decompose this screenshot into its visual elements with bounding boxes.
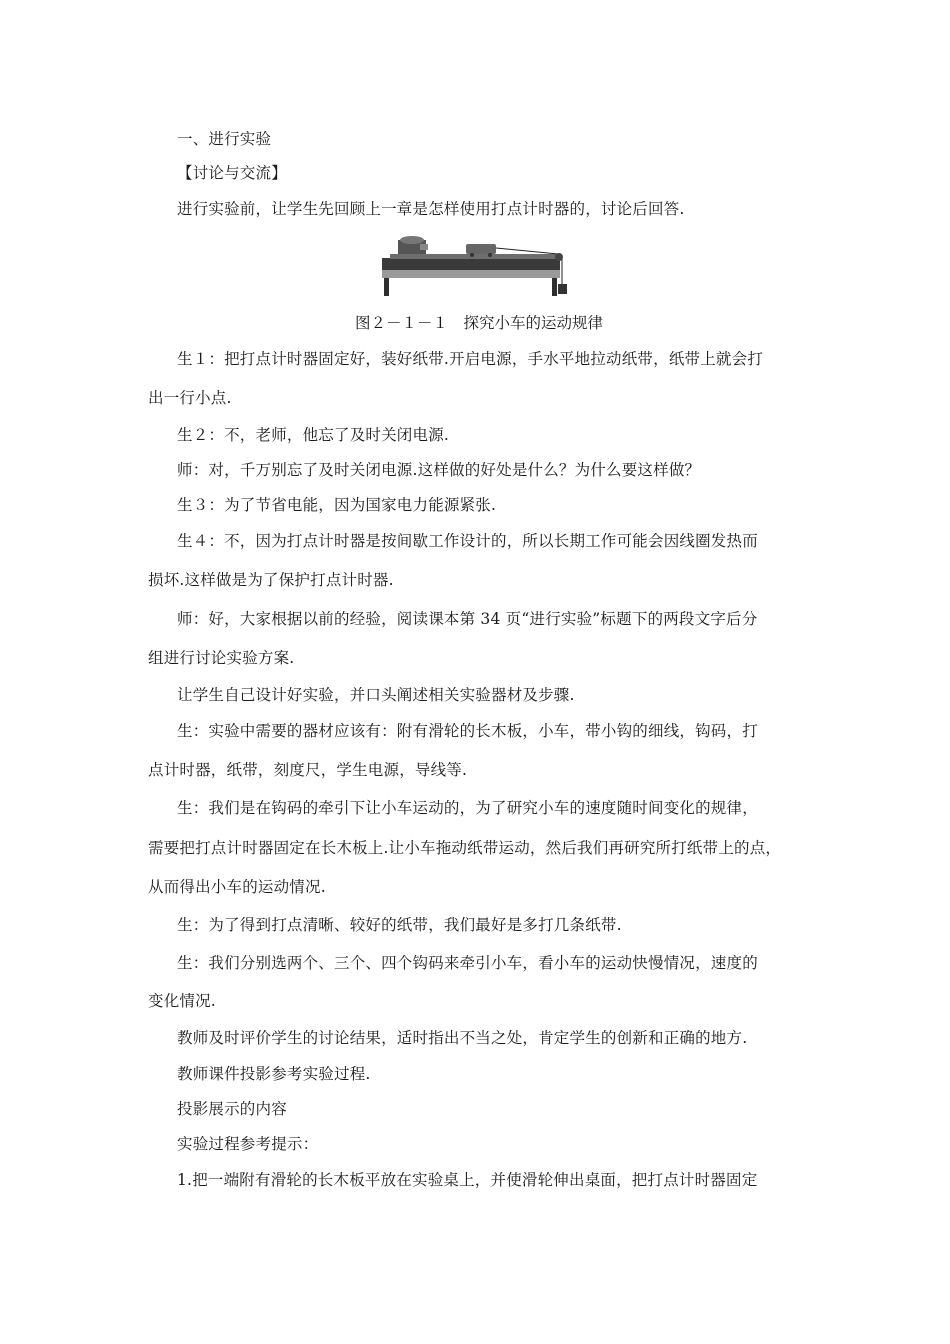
- section-heading: 一、进行实验: [177, 130, 272, 148]
- text-line: 让学生自己设计好实验，并口头阐述相关实验器材及步骤.: [177, 686, 575, 704]
- text-line: 点计时器，纸带，刻度尺，学生电源，导线等.: [148, 761, 468, 779]
- text-line: 生：我们分别选两个、三个、四个钩码来牵引小车，看小车的运动快慢情况，速度的: [177, 954, 758, 972]
- text-line: 师：对，千万别忘了及时关闭电源.这样做的好处是什么？为什么要这样做？: [177, 461, 701, 479]
- text-line: 需要把打点计时器固定在长木板上.让小车拖动纸带运动，然后我们再研究所打纸带上的点，: [148, 839, 782, 857]
- text-line: 组进行讨论实验方案.: [148, 649, 295, 667]
- text-line: 师：好，大家根据以前的经验，阅读课本第 34 页“进行实验”标题下的两段文字后分: [177, 610, 758, 628]
- text-line: 损坏.这样做是为了保护打点计时器.: [148, 571, 394, 589]
- text-line: 生４：不，因为打点计时器是按间歇工作设计的，所以长期工作可能会因线圈发热而: [177, 532, 758, 550]
- cart-track-illustration: [380, 232, 570, 298]
- text-line: 生：为了得到打点清晰、较好的纸带，我们最好是多打几条纸带.: [177, 916, 622, 934]
- figure-caption: 图２－１－１ 探究小车的运动规律: [355, 314, 604, 332]
- text-line: 投影展示的内容: [177, 1100, 287, 1118]
- text-line: 出一行小点.: [148, 389, 232, 407]
- text-line: 教师课件投影参考实验过程.: [177, 1065, 371, 1083]
- discussion-tag: 【讨论与交流】: [177, 164, 287, 182]
- text-line: 变化情况.: [148, 992, 216, 1010]
- text-line: 生２：不，老师，他忘了及时关闭电源.: [177, 426, 450, 444]
- text-line: 实验过程参考提示：: [177, 1135, 319, 1153]
- experiment-figure: [380, 232, 570, 298]
- text-line: 生３：为了节省电能，因为国家电力能源紧张.: [177, 496, 497, 514]
- text-line: 教师及时评价学生的讨论结果，适时指出不当之处，肯定学生的创新和正确的地方.: [177, 1029, 748, 1047]
- text-line: 生１：把打点计时器固定好，装好纸带.开启电源，手水平地拉动纸带，纸带上就会打: [177, 350, 764, 368]
- intro-paragraph: 进行实验前，让学生先回顾上一章是怎样使用打点计时器的，讨论后回答.: [177, 200, 685, 218]
- text-line: 生：我们是在钩码的牵引下让小车运动的，为了研究小车的速度随时间变化的规律，: [177, 799, 758, 817]
- text-line: 从而得出小车的运动情况.: [148, 878, 326, 896]
- text-line: 1.把一端附有滑轮的长木板平放在实验桌上，并使滑轮伸出桌面，把打点计时器固定: [177, 1171, 758, 1189]
- text-line: 生：实验中需要的器材应该有：附有滑轮的长木板，小车，带小钩的细线，钩码，打: [177, 722, 758, 740]
